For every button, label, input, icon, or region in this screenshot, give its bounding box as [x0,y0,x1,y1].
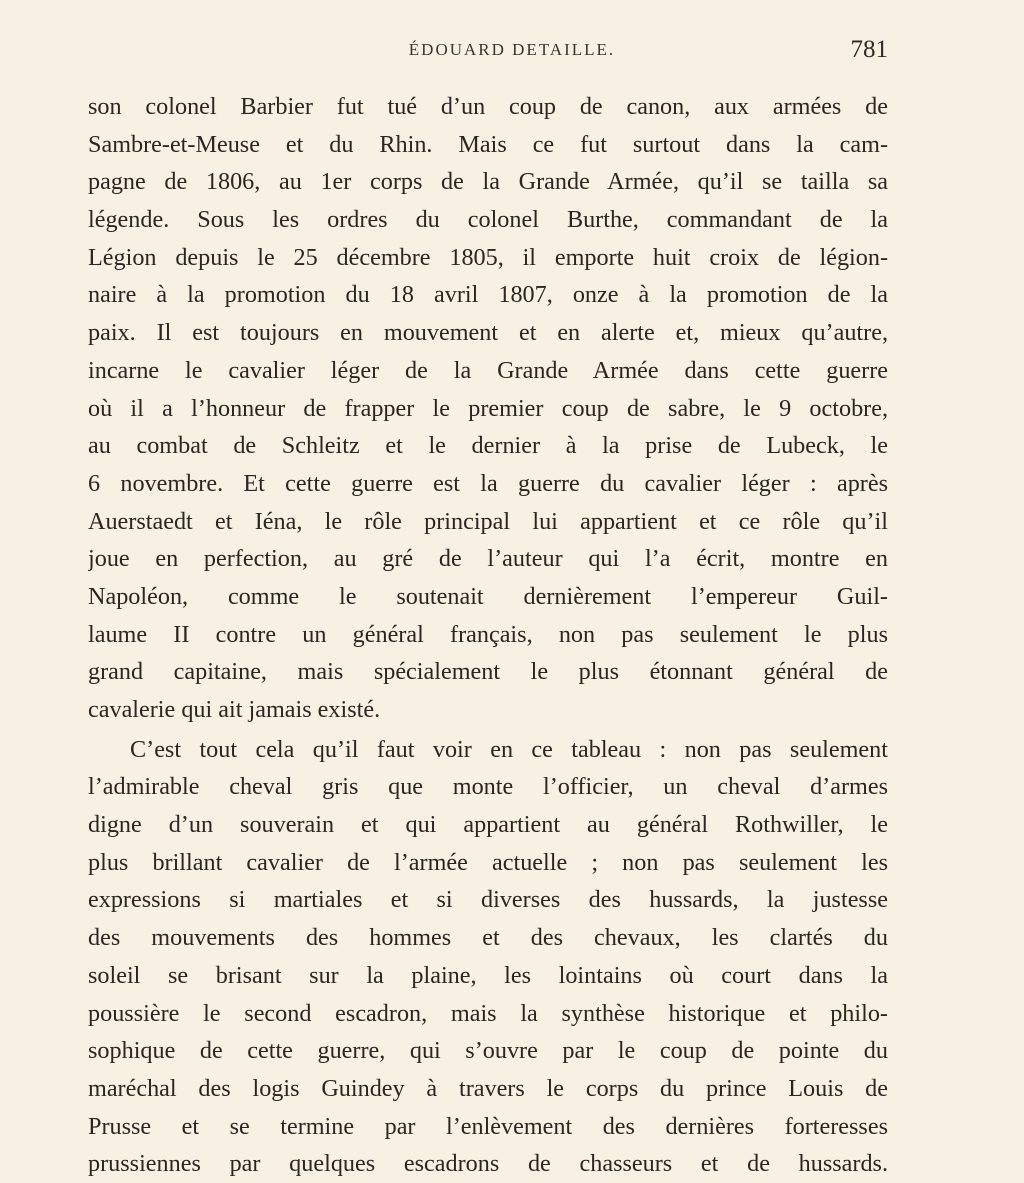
text-line: Légion depuis le 25 décembre 1805, il emporte huit croix de légion- [88,243,888,271]
text-line: prussiennes par quelques escadrons de chasseurs et de hussards. [88,1150,888,1178]
text-line: au combat de Schleitz et le dernier à la prise de Lubeck, le [88,432,888,460]
text-line: joue en perfection, au gré de l’auteur qui l’a écrit, montre en [88,545,888,573]
text-line: sophique de cette guerre, qui s’ouvre par le coup de pointe du [88,1037,888,1065]
page-number: 781 [850,36,888,63]
text-line: légende. Sous les ordres du colonel Burthe, commandant de la [88,206,888,234]
text-line: où il a l’honneur de frapper le premier coup de sabre, le 9 octobre, [88,394,888,422]
text-line: digne d’un souverain et qui appartient au général Rothwiller, le [88,811,888,839]
text-line: maréchal des logis Guindey à travers le corps du prince Louis de [88,1074,888,1102]
text-line: Napoléon, comme le soutenait dernièrement l’empereur Guil- [88,582,888,610]
text-line: pagne de 1806, au 1er corps de la Grande Armée, qu’il se tailla sa [88,168,888,196]
text-line: laume II contre un général français, non pas seulement le plus [88,620,888,648]
text-line: expressions si martiales et si diverses des hussards, la justesse [88,886,888,914]
body-text [88,88,888,1183]
text-line: paix. Il est toujours en mouvement et en alerte et, mieux qu’autre, [88,319,888,347]
running-title: ÉDOUARD DETAILLE. [408,40,616,59]
text-line: grand capitaine, mais spécialement le plus étonnant général de [88,658,888,686]
text-line: poussière le second escadron, mais la synthèse historique et philo- [88,999,888,1027]
text-line: incarne le cavalier léger de la Grande Armée dans cette guerre [88,356,888,384]
text-line: l’admirable cheval gris que monte l’officier, un cheval d’armes [88,773,888,801]
text-line: son colonel Barbier fut tué d’un coup de canon, aux armées de [88,93,888,120]
text-line: cavalerie qui ait jamais existé. [88,696,381,723]
paragraph-1 [88,88,888,729]
text-line: des mouvements des hommes et des chevaux, les clartés du [88,924,888,952]
text-line: Sambre-et-Meuse et du Rhin. Mais ce fut surtout dans la cam- [88,130,888,158]
text-line: Prusse et se termine par l’enlèvement des dernières forteresses [88,1112,888,1140]
text-line: soleil se brisant sur la plaine, les lointains où court dans la [88,961,888,989]
text-line: C’est tout cela qu’il faut voir en ce tableau : non pas seulement [130,735,888,763]
text-line: naire à la promotion du 18 avril 1807, onze à la promotion de la [88,281,888,309]
running-head [0,36,1024,66]
text-line: 6 novembre. Et cette guerre est la guerre du cavalier léger : après [88,469,888,497]
paragraph-2 [88,731,888,1183]
text-line: Auerstaedt et Iéna, le rôle principal lui appartient et ce rôle qu’il [88,507,888,535]
text-line: plus brillant cavalier de l’armée actuelle ; non pas seulement les [88,848,888,876]
